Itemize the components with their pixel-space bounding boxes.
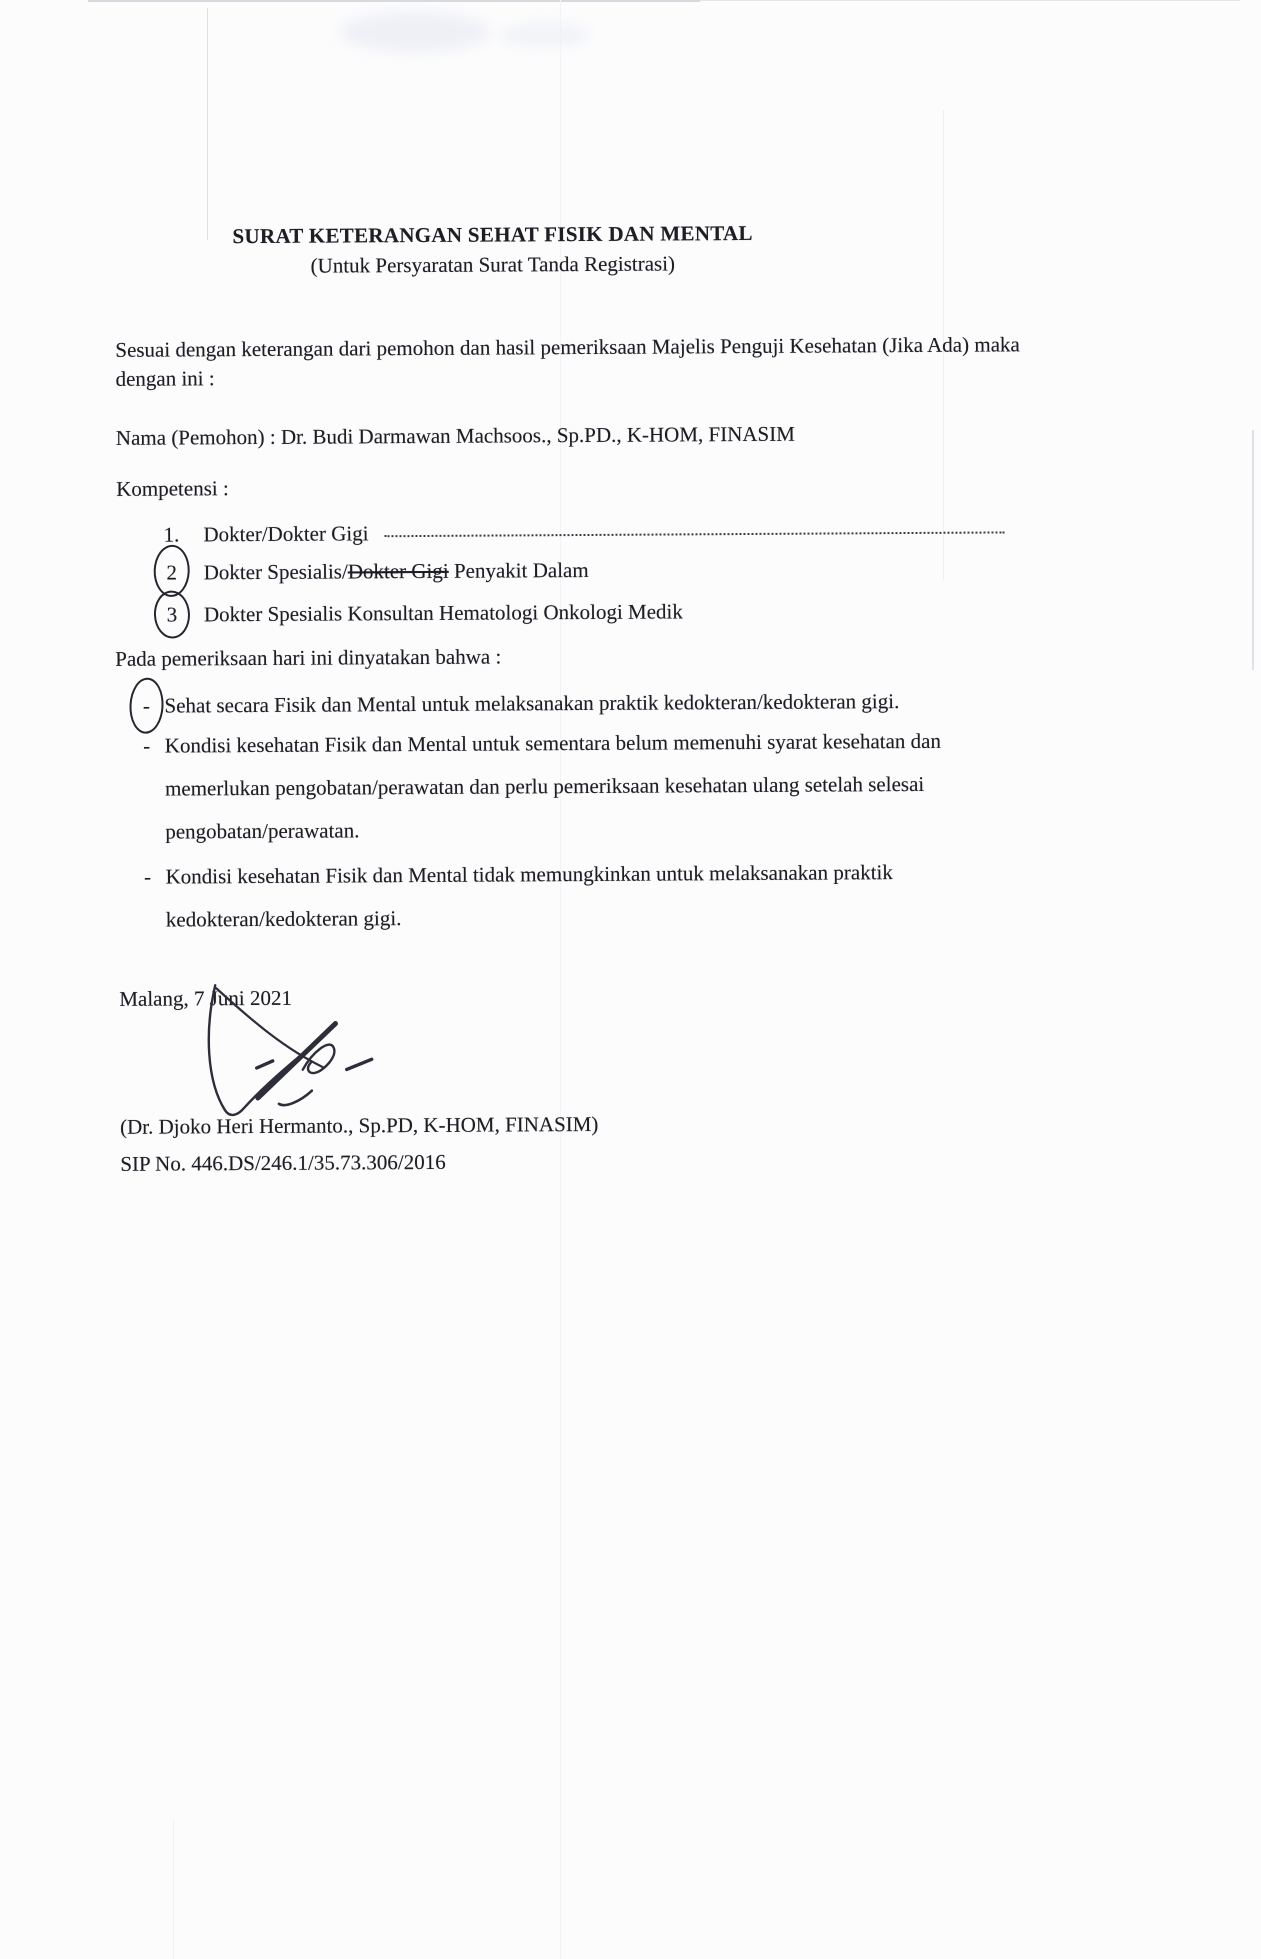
item-number: 1.	[163, 522, 180, 547]
kompetensi-item-1	[149, 517, 1004, 547]
declaration-label: Pada pemeriksaan hari ini dinyatakan bahwa :	[115, 644, 502, 671]
bullet-text: Kondisi kesehatan Fisik dan Mental untuk sementara belum memenuhi syarat kesehatan dan memerlukan pengobatan/perawatan dan perlu pemeriksaan kesehatan ulang setelah selesai pengobatan/perawatan.	[164, 728, 942, 844]
bullet-text: Kondisi kesehatan Fisik dan Mental tidak memungkinkan untuk melaksanakan praktik kedokteran/kedokteran gigi.	[165, 860, 893, 932]
letter-header	[0, 217, 988, 283]
item-text-before: Dokter Spesialis/	[203, 559, 348, 585]
sip-number: SIP No. 446.DS/246.1/35.73.306/2016	[120, 1149, 446, 1176]
kompetensi-label: Kompetensi :	[116, 476, 229, 501]
kompetensi-item-3	[150, 597, 1005, 627]
declaration-bullet-2	[129, 719, 1046, 854]
intro-paragraph: Sesuai dengan keterangan dari pemohon dan hasil pemeriksaan Majelis Penguji Kesehatan (Jika Ada) maka dengan ini :	[115, 332, 1020, 391]
signer-name: (Dr. Djoko Heri Hermanto., Sp.PD, K-HOM, FINASIM)	[120, 1111, 599, 1139]
bullet-text: Sehat secara Fisik dan Mental untuk melaksanakan praktik kedokteran/kedokteran gigi.	[164, 689, 900, 718]
applicant-line: Nama (Pemohon) : Dr. Budi Darmawan Machsoos., Sp.PD., K-HOM, FINASIM	[115, 421, 795, 450]
item-number-circled: 2	[150, 560, 194, 585]
item-text	[194, 558, 589, 585]
strikethrough-text: Dokter Gigi	[347, 558, 449, 584]
item-text-after: Penyakit Dalam	[448, 557, 589, 583]
bullet-marker: -	[143, 864, 152, 889]
bullet-marker: -	[143, 733, 151, 758]
bullet-marker-circled: -	[128, 685, 164, 728]
date-line: Malang, 7 Juni 2021	[119, 985, 293, 1011]
document-title: SURAT KETERANGAN SEHAT FISIK DAN MENTAL	[232, 220, 753, 249]
item-text: Dokter Spesialis Konsultan Hematologi Onkologi Medik	[203, 599, 683, 627]
declaration-bullet-3	[129, 850, 1046, 942]
dotted-leader	[385, 531, 1005, 537]
kompetensi-item-2	[150, 555, 1005, 585]
document-subtitle: (Untuk Persyaratan Surat Tanda Registrasi)	[310, 251, 676, 278]
item-text: Dokter/Dokter Gigi	[203, 521, 369, 547]
item-number-circled: 3	[150, 602, 194, 627]
